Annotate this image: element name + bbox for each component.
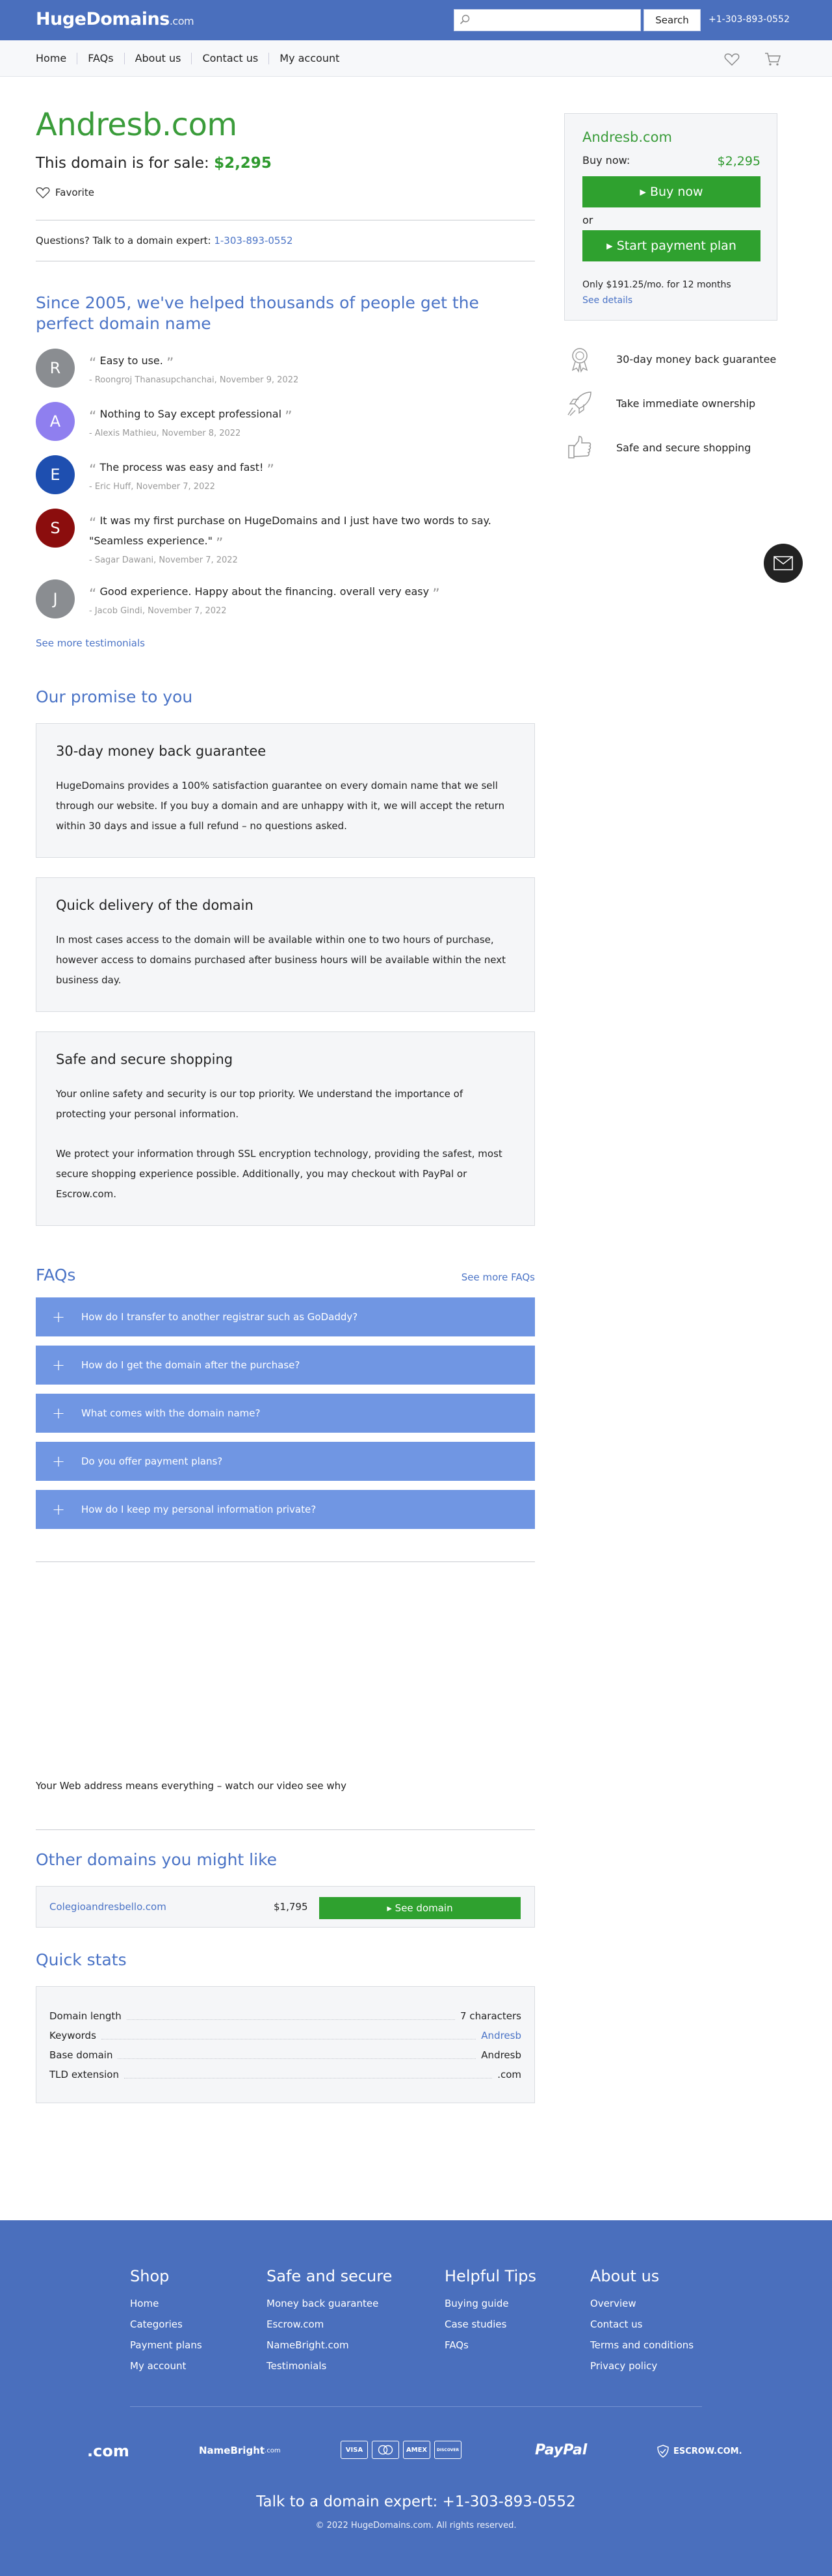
testimonial-quote: “ The process was easy and fast! ”	[89, 461, 274, 479]
faq-item[interactable]	[36, 1394, 535, 1433]
nav-faqs[interactable]: FAQs	[77, 53, 124, 64]
promise-title: 30-day money back guarantee	[56, 743, 266, 759]
shield-icon	[656, 2445, 670, 2458]
footer-link[interactable]: Buying guide	[445, 2298, 509, 2309]
payment-cards	[341, 2441, 465, 2459]
header-phone[interactable]: +1-303-893-0552	[708, 14, 790, 25]
card-price: $2,295	[717, 154, 760, 168]
promise-box	[36, 1031, 535, 1226]
footer-col-title: Helpful Tips	[445, 2267, 536, 2285]
award-icon	[567, 345, 593, 373]
faq-question: What comes with the domain name?	[81, 1407, 261, 1419]
domain-title: Andresb.com	[36, 107, 237, 143]
expert-phone-link[interactable]: 1-303-893-0552	[214, 235, 293, 246]
testimonial-author: - Roongroj Thanasupchanchai, November 9, 2022	[89, 375, 299, 385]
promise-text: Your online safety and security is our top priority. We understand the importance of protecting your personal information.	[56, 1088, 463, 1120]
footer-column-about	[590, 2267, 694, 2376]
faq-question: How do I keep my personal information private?	[81, 1504, 317, 1515]
favorite-button[interactable]	[36, 186, 535, 199]
stat-row: Domain length 7 characters	[49, 2006, 521, 2026]
footer-column-safe	[266, 2267, 392, 2376]
footer-col-title: Shop	[130, 2267, 170, 2285]
nav-home[interactable]: Home	[36, 52, 67, 64]
other-domain-link[interactable]: Colegioandresbello.com	[49, 1901, 166, 1913]
search-button[interactable]: Search	[644, 9, 701, 31]
faq-question: Do you offer payment plans?	[81, 1455, 223, 1467]
feature-text: 30-day money back guarantee	[616, 352, 777, 365]
plus-icon: +	[51, 1356, 66, 1374]
keyword-link[interactable]: Andresb	[481, 2030, 521, 2041]
promise-box	[36, 877, 535, 1012]
testimonial-author: - Sagar Dawani, November 7, 2022	[89, 555, 238, 565]
card-domain: Andresb.com	[582, 129, 672, 145]
footer-link[interactable]: My account	[130, 2360, 187, 2372]
thumbs-up-icon	[567, 434, 593, 460]
faq-item[interactable]	[36, 1346, 535, 1385]
other-domain-price: $1,795	[274, 1901, 308, 1913]
testimonial-author: - Eric Huff, November 7, 2022	[89, 482, 215, 492]
testimonials-heading: Since 2005, we've helped thousands of people get the perfect domain name	[36, 293, 479, 333]
footer-col-title: About us	[590, 2267, 660, 2285]
avatar: R	[36, 349, 75, 388]
visa-icon: VISA	[341, 2441, 368, 2459]
for-sale-text: This domain is for sale:	[36, 155, 209, 172]
sidebar	[564, 94, 777, 461]
feature-item	[564, 434, 777, 461]
plus-icon: +	[51, 1452, 66, 1470]
promise-text: In most cases access to the domain will be available within one to two hours of purchase, however access to domains purchased after business hours will be available within the next business day.	[56, 934, 506, 986]
testimonial-author: - Alexis Mathieu, November 8, 2022	[89, 429, 241, 438]
footer-link[interactable]: Testimonials	[266, 2360, 327, 2372]
footer-divider	[130, 2406, 702, 2407]
plus-icon: +	[51, 1308, 66, 1326]
more-faqs-link[interactable]: See more FAQs	[461, 1271, 535, 1283]
dotcom-logo: .com	[87, 2442, 129, 2460]
footer-link[interactable]: NameBright.com	[266, 2339, 349, 2351]
stat-row: TLD extension .com	[49, 2065, 521, 2084]
testimonial-item	[36, 402, 535, 441]
other-domains-heading: Other domains you might like	[36, 1850, 278, 1869]
sale-price: $2,295	[214, 155, 272, 172]
avatar: A	[36, 402, 75, 441]
footer-link[interactable]: Home	[130, 2298, 159, 2309]
faq-header	[36, 1265, 535, 1286]
feature-item	[564, 345, 777, 373]
faq-item[interactable]	[36, 1297, 535, 1336]
faq-item[interactable]	[36, 1442, 535, 1481]
feature-text: Take immediate ownership	[616, 397, 756, 410]
footer-link[interactable]: Terms and conditions	[590, 2339, 694, 2351]
promise-title: Safe and secure shopping	[56, 1052, 233, 1067]
footer-column-shop	[130, 2267, 202, 2376]
faq-item[interactable]	[36, 1490, 535, 1529]
buy-now-label: Buy now:	[582, 154, 630, 166]
cart-icon[interactable]	[764, 52, 781, 66]
nav-contact-us[interactable]: Contact us	[191, 53, 268, 64]
footer-col-title: Safe and secure	[266, 2267, 393, 2285]
stat-row: Keywords Andresb	[49, 2026, 521, 2045]
see-details-link[interactable]: See details	[582, 295, 633, 306]
search-input[interactable]	[454, 10, 640, 31]
footer-link[interactable]: Categories	[130, 2318, 183, 2330]
or-text: or	[582, 214, 593, 226]
nav-bar	[0, 40, 832, 77]
logo[interactable]	[36, 9, 194, 29]
for-sale-line	[36, 155, 535, 172]
footer-link[interactable]: Privacy policy	[590, 2360, 658, 2372]
feature-text: Safe and secure shopping	[616, 441, 751, 454]
rocket-icon	[566, 390, 593, 417]
logo-main: HugeDomains	[36, 9, 170, 29]
footer-link[interactable]: Overview	[590, 2298, 636, 2309]
heart-outline-icon	[36, 186, 50, 199]
expert-text: Questions? Talk to a domain expert:	[36, 235, 211, 246]
testimonial-quote: “ It was my first purchase on HugeDomains and I just have two words to say. "Seamless experience." ”	[89, 514, 491, 552]
video-area	[36, 1562, 535, 1780]
footer-link[interactable]: Case studies	[445, 2318, 507, 2330]
stat-row: Base domain Andresb	[49, 2045, 521, 2065]
chat-button[interactable]	[764, 544, 803, 583]
testimonial-item	[36, 349, 535, 388]
other-domain-row	[36, 1886, 535, 1928]
search-box	[454, 9, 641, 31]
plan-text: Only $191.25/mo. for 12 months	[582, 280, 731, 290]
plus-icon: +	[51, 1404, 66, 1422]
avatar: J	[36, 579, 75, 618]
see-domain-button[interactable]: ▸ See domain	[319, 1897, 521, 1919]
feature-item	[564, 390, 777, 417]
testimonial-item	[36, 455, 535, 494]
heart-icon[interactable]	[724, 52, 740, 66]
video-text: Your Web address means everything – watch our video see why	[36, 1780, 346, 1792]
copyright: © 2022 HugeDomains.com. All rights reserved.	[315, 2521, 517, 2530]
namebright-logo: NameBright .com	[199, 2445, 281, 2456]
logo-suffix: .com	[169, 15, 194, 27]
testimonial-quote: “ Nothing to Say except professional ”	[89, 408, 292, 425]
promise-text: HugeDomains provides a 100% satisfaction guarantee on every domain name that we sell through our website. If you buy a domain and are unhappy with it, we will accept the return within 30 days and issue a full refund – no questions asked.	[56, 780, 505, 832]
payment-plan-button[interactable]: ▸ Start payment plan	[582, 230, 760, 261]
footer-logos	[0, 2438, 832, 2464]
divider	[36, 1829, 535, 1830]
favorite-label: Favorite	[55, 187, 94, 198]
footer-link[interactable]: Contact us	[590, 2318, 643, 2330]
avatar: E	[36, 455, 75, 494]
footer-link[interactable]: Payment plans	[130, 2339, 202, 2351]
nav-about-us[interactable]: About us	[124, 53, 192, 64]
mastercard-icon	[372, 2441, 399, 2459]
discover-icon: DISCOVER	[434, 2441, 462, 2459]
quick-stats-box	[36, 1986, 535, 2103]
more-testimonials-link[interactable]: See more testimonials	[36, 637, 145, 649]
avatar: S	[36, 509, 75, 548]
footer-link[interactable]: FAQs	[445, 2339, 469, 2351]
escrow-logo: ESCROW.COM.	[656, 2445, 742, 2458]
main-column	[36, 77, 535, 2103]
faq-question: How do I transfer to another registrar such as GoDaddy?	[81, 1311, 358, 1323]
quick-stats-heading: Quick stats	[36, 1950, 127, 1969]
faq-question: How do I get the domain after the purchase?	[81, 1359, 300, 1371]
envelope-icon	[774, 556, 793, 570]
footer-talk: Talk to a domain expert: +1-303-893-0552	[256, 2493, 576, 2510]
faq-heading: FAQs	[36, 1266, 76, 1284]
promise-text: We protect your information through SSL encryption technology, providing the safest, most secure shopping experience possible. Additionally, you may checkout with PayPal or Escrow.com.	[56, 1148, 502, 1200]
top-bar	[0, 0, 832, 40]
footer	[0, 2220, 832, 2576]
promise-box	[36, 723, 535, 858]
buy-card	[564, 113, 777, 321]
testimonial-item	[36, 509, 535, 565]
expert-line	[36, 220, 535, 261]
amex-icon: AMEX	[403, 2441, 430, 2459]
promise-heading: Our promise to you	[36, 687, 193, 706]
testimonial-quote: “ Easy to use. ”	[89, 354, 174, 372]
nav-my-account[interactable]: My account	[268, 53, 350, 64]
promise-title: Quick delivery of the domain	[56, 897, 254, 913]
footer-link[interactable]: Escrow.com	[266, 2318, 324, 2330]
footer-column-tips	[445, 2267, 536, 2356]
testimonial-quote: “ Good experience. Happy about the financing. overall very easy ”	[89, 585, 440, 603]
buy-now-button[interactable]: ▸ Buy now	[582, 176, 760, 207]
testimonial-author: - Jacob Gindi, November 7, 2022	[89, 606, 227, 616]
plus-icon: +	[51, 1500, 66, 1519]
testimonial-item	[36, 579, 535, 618]
paypal-logo: PayPal	[535, 2442, 588, 2458]
footer-link[interactable]: Money back guarantee	[266, 2298, 379, 2309]
search-icon	[460, 14, 470, 25]
